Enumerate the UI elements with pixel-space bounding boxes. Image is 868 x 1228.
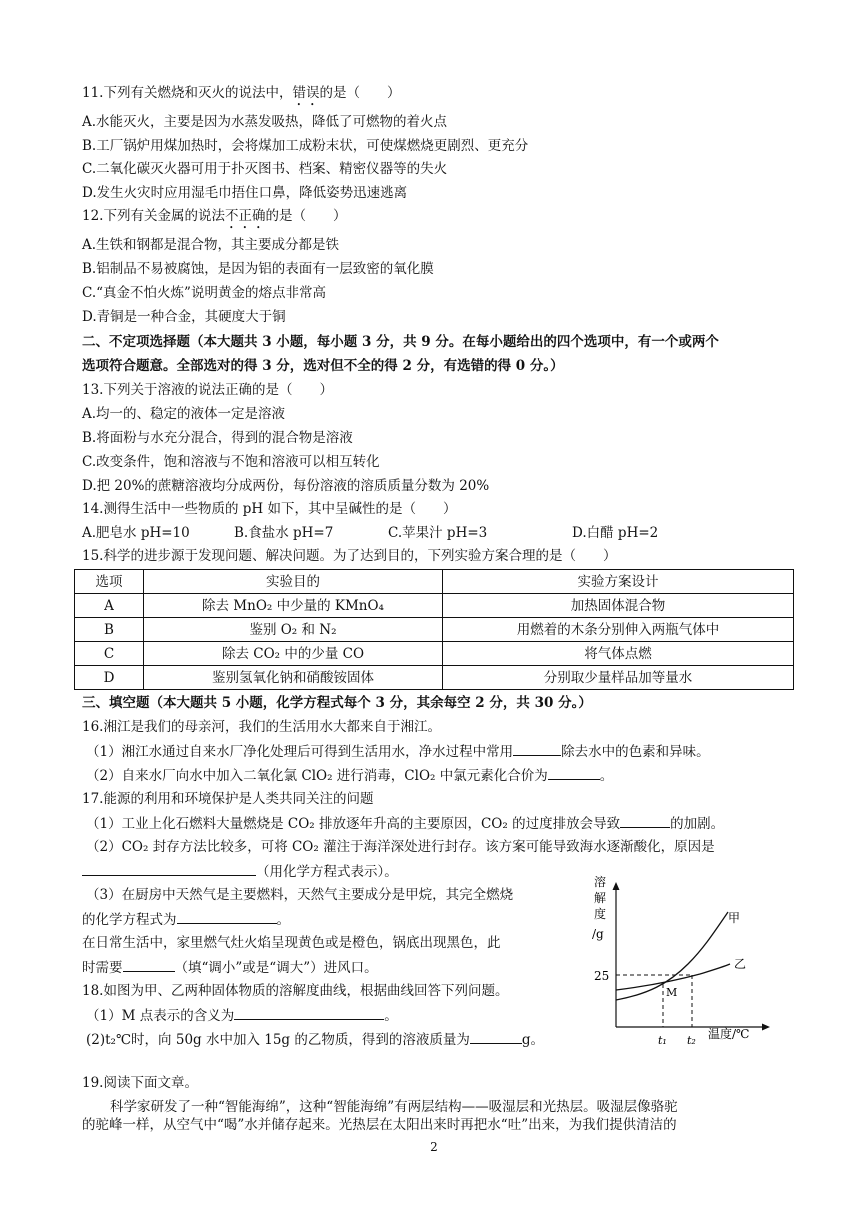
q14-option-d: D.白醋 pH=2: [572, 525, 659, 541]
ylabel-char: 解: [594, 891, 607, 905]
q14-stem: 14.测得生活中一些物质的 pH 如下，其中呈碱性的是（ ）: [82, 501, 457, 517]
table-header-row: [75, 570, 794, 594]
answer-blank[interactable]: [82, 862, 256, 876]
q17-part3-cont: 的化学方程式为 。: [82, 912, 290, 928]
table-row: [75, 594, 794, 618]
ytick-25: 25: [594, 969, 610, 983]
ylabel-char: 度: [594, 907, 607, 921]
q11-option-a: A.水能灭火，主要是因为水蒸发吸热，降低了可燃物的着火点: [82, 114, 448, 130]
q16-part2: （2）自来水厂向水中加入二氧化氯 ClO₂ 进行消毒，ClO₂ 中氯元素化合价为 。: [86, 768, 614, 784]
series-label-jia: 甲: [728, 911, 741, 925]
q19-text-line2: 的驼峰一样，从空气中“喝”水并储存起来。光热层在太阳出来时再把水“吐”出来，为我们提供清洁的: [82, 1117, 677, 1133]
row-plan: 分别取少量样品加等量水: [443, 666, 794, 690]
q14-option-b: B.食盐水 pH=7: [234, 525, 334, 541]
x-axis-arrow: [762, 1024, 770, 1031]
q15-stem: 15.科学的进步源于发现问题、解决问题。为了达到目的，下列实验方案合理的是（ ）: [82, 548, 617, 564]
q13-option-d: D.把 20%的蔗糖溶液均分成两份，每份溶液的溶质质量分数为 20%: [82, 478, 490, 494]
q13-option-c: C.改变条件，饱和溶液与不饱和溶液可以相互转化: [82, 454, 380, 470]
row-option: C: [75, 642, 144, 666]
solubility-chart: [588, 872, 778, 1048]
q18-part1: （1）M 点表示的含义为 。: [86, 1008, 398, 1024]
q17-part2: （2）CO₂ 封存方法比较多，可将 CO₂ 灌注于海洋深处进行封存。该方案可能导致海水逐渐酸化，原因是: [86, 839, 715, 855]
answer-blank[interactable]: [123, 958, 175, 972]
q16-stem: 16.湘江是我们的母亲河，我们的生活用水大都来自于湘江。: [82, 719, 441, 735]
row-option: A: [75, 594, 144, 618]
section2-header-line1: 二、不定项选择题（本大题共 3 小题，每小题 3 分，共 9 分。在每小题给出的四个选项中，有一个或两个: [82, 334, 719, 350]
q17-part4: 在日常生活中，家里燃气灶火焰呈现黄色或是橙色，锅底出现黑色，此: [82, 935, 501, 951]
y-axis-arrow: [613, 882, 620, 890]
q18-stem: 18.如图为甲、乙两种固体物质的溶解度曲线，根据曲线回答下列问题。: [82, 983, 509, 999]
q18-part2: (2)t₂℃时，向 50g 水中加入 15g 的乙物质，得到的溶液质量为 g。: [86, 1032, 545, 1048]
section3-header: 三、填空题（本大题共 5 小题，化学方程式每个 3 分，其余每空 2 分，共 30 分。）: [82, 695, 592, 711]
q16-part1: （1）湘江水通过自来水厂净化处理后可得到生活用水，净水过程中常用 除去水中的色素和异味。: [86, 744, 710, 760]
row-plan: 将气体点燃: [443, 642, 794, 666]
q12-option-a: A.生铁和钢都是混合物，其主要成分都是铁: [82, 237, 340, 253]
q17-stem: 17.能源的利用和环境保护是人类共同关注的问题: [82, 791, 374, 807]
row-plan: 用燃着的木条分别伸入两瓶气体中: [443, 618, 794, 642]
ylabel-char: 溶: [594, 875, 607, 889]
point-m-label: M: [666, 986, 678, 999]
header-plan: 实验方案设计: [443, 570, 794, 594]
q12-option-c: C.“真金不怕火炼”说明黄金的熔点非常高: [82, 285, 326, 301]
page-number: 2: [430, 1140, 438, 1154]
xtick-t2: t₂: [687, 1034, 696, 1047]
row-goal: 除去 CO₂ 中的少量 CO: [144, 642, 443, 666]
q12-option-d: D.青铜是一种合金，其硬度大于铜: [82, 309, 286, 325]
answer-blank[interactable]: [620, 814, 670, 828]
table-row: [75, 666, 794, 690]
q11-stem: 11.下列有关燃烧和灭火的说法中，错误的是（ ）: [82, 85, 401, 101]
q17-part4-cont: 时需要 （填“调小”或是“调大”）进风口。: [82, 960, 378, 976]
row-option: D: [75, 666, 144, 690]
answer-blank[interactable]: [234, 1006, 384, 1020]
q11-option-b: B.工厂锅炉用煤加热时，会将煤加工成粉末状，可使煤燃烧更剧烈、更充分: [82, 138, 529, 154]
ylabel-unit: /g: [592, 927, 604, 941]
q19-text-line1: 科学家研发了一种“智能海绵”，这种“智能海绵”有两层结构——吸湿层和光热层。吸湿层像骆驼: [110, 1099, 678, 1115]
q12-option-b: B.铝制品不易被腐蚀，是因为铝的表面有一层致密的氧化膜: [82, 261, 434, 277]
q14-option-c: C.苹果汁 pH=3: [388, 525, 488, 541]
q17-part1: （1）工业上化石燃料大量燃烧是 CO₂ 排放逐年升高的主要原因，CO₂ 的过度排放会导致 的加剧。: [86, 816, 725, 832]
row-goal: 除去 MnO₂ 中少量的 KMnO₄: [144, 594, 443, 618]
table-row: [75, 618, 794, 642]
q19-stem: 19.阅读下面文章。: [82, 1075, 198, 1091]
row-goal: 鉴别氢氧化钠和硝酸铵固体: [144, 666, 443, 690]
q13-stem: 13.下列关于溶液的说法正确的是（ ）: [82, 382, 333, 398]
q13-option-b: B.将面粉与水充分混合，得到的混合物是溶液: [82, 430, 353, 446]
answer-blank[interactable]: [177, 910, 277, 924]
xlabel: 温度/℃: [708, 1027, 750, 1041]
header-option: 选项: [75, 570, 144, 594]
q13-option-a: A.均一的、稳定的液体一定是溶液: [82, 406, 286, 422]
answer-blank[interactable]: [548, 766, 600, 780]
row-plan: 加热固体混合物: [443, 594, 794, 618]
q11-option-c: C.二氧化碳灭火器可用于扑灭图书、档案、精密仪器等的失火: [82, 161, 448, 177]
row-option: B: [75, 618, 144, 642]
q17-part2-cont: （用化学方程式表示）。: [82, 862, 398, 881]
row-goal: 鉴别 O₂ 和 N₂: [144, 618, 443, 642]
q14-option-a: A.肥皂水 pH=10: [82, 525, 190, 541]
xtick-t1: t₁: [658, 1034, 667, 1047]
q12-stem: 12.下列有关金属的说法不正确的是（ ）: [82, 208, 347, 224]
header-goal: 实验目的: [144, 570, 443, 594]
series-label-yi: 乙: [734, 957, 747, 971]
q17-part3: （3）在厨房中天然气是主要燃料，天然气主要成分是甲烷，其完全燃烧: [86, 887, 514, 903]
answer-blank[interactable]: [470, 1030, 522, 1044]
q11-option-d: D.发生火灾时应用湿毛巾捂住口鼻，降低姿势迅速逃离: [82, 185, 408, 201]
section2-header-line2: 选项符合题意。全部选对的得 3 分，选对但不全的得 2 分，有选错的得 0 分。）: [82, 358, 564, 374]
answer-blank[interactable]: [513, 742, 561, 756]
q15-table: [74, 569, 794, 690]
table-row: [75, 642, 794, 666]
